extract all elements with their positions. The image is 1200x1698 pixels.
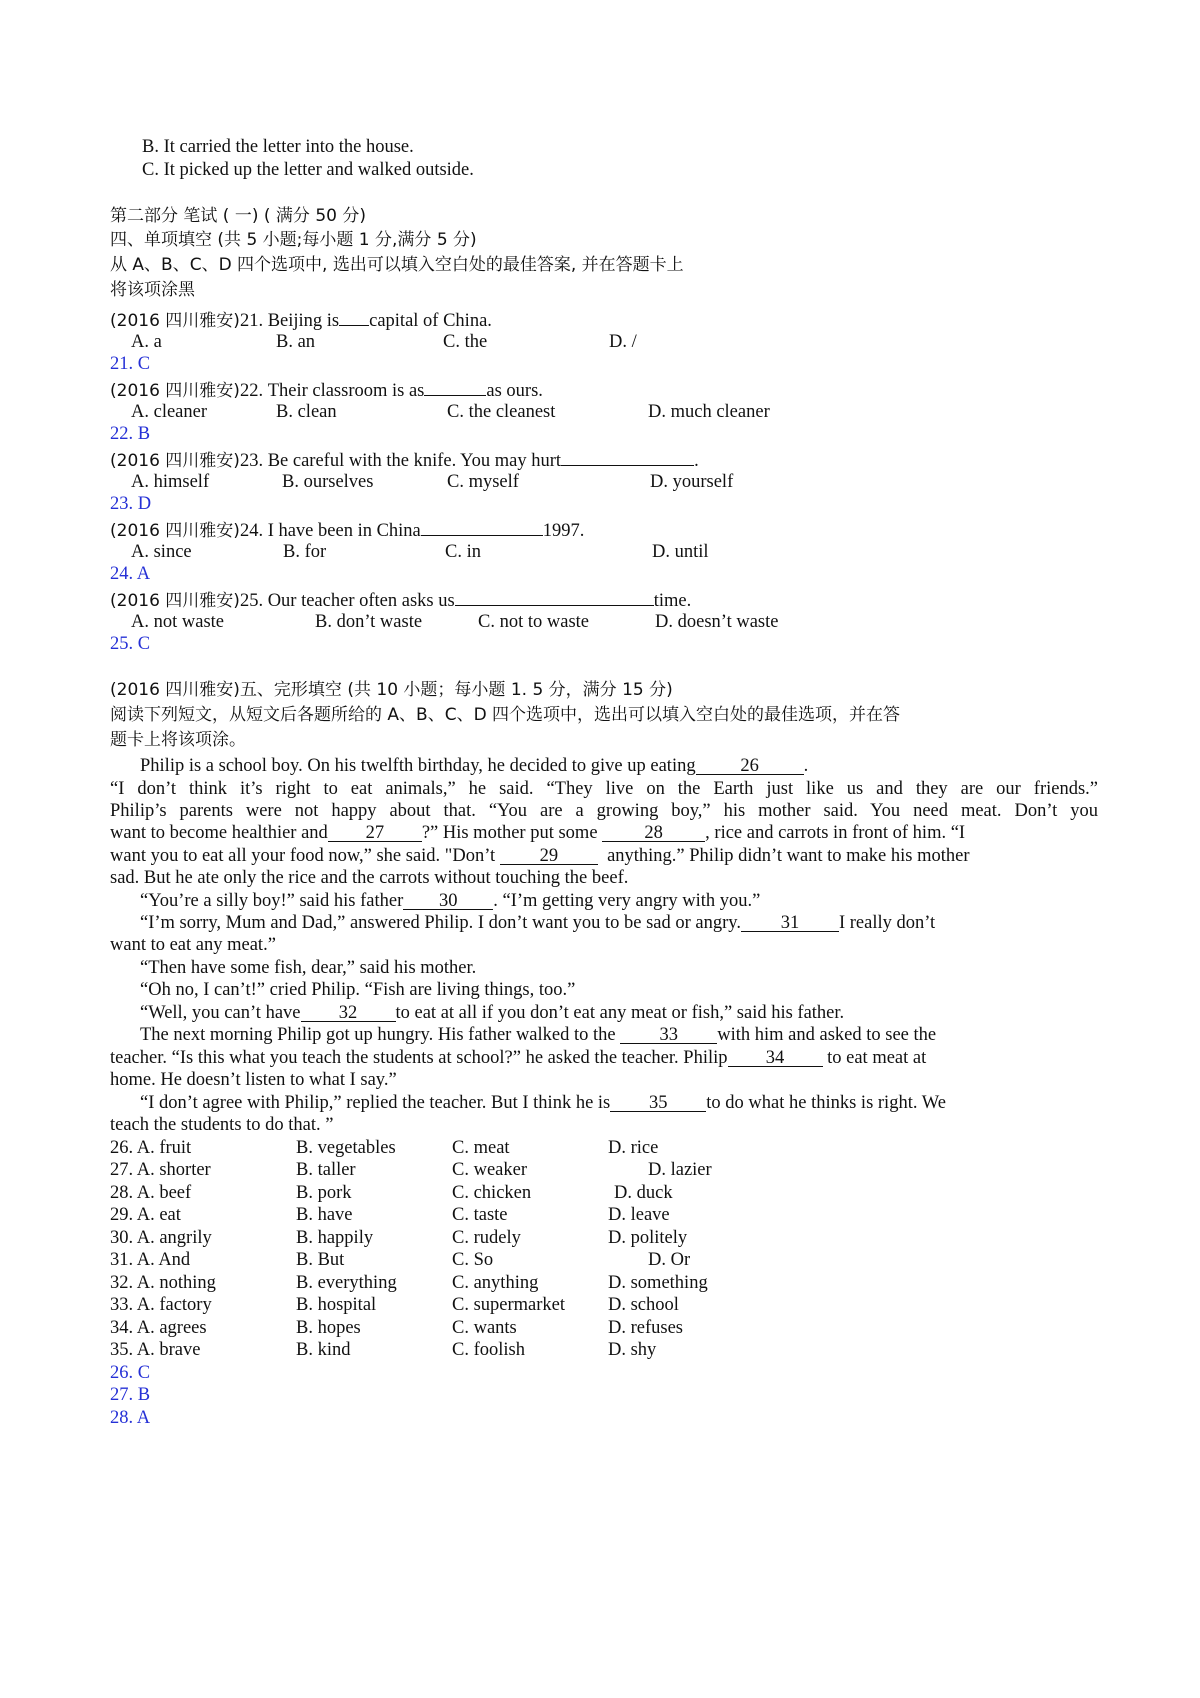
cloze-options-33 <box>110 1293 1098 1317</box>
option-b: B. have <box>296 1205 353 1225</box>
blank-33: 33 <box>620 1024 717 1044</box>
option-c: C. the <box>443 332 488 352</box>
option-c: C. supermarket <box>452 1295 566 1315</box>
prev-option-b: B. It carried the letter into the house. <box>142 137 414 157</box>
question-stem: 23. Be careful with the knife. You may hurt <box>239 451 562 471</box>
option-b: B. hospital <box>296 1295 377 1315</box>
question-stem-end: as ours. <box>486 381 543 401</box>
passage-text: want to become healthier and <box>110 823 328 843</box>
passage-text: want you to eat all your food now,” she said. "Don’t <box>110 846 496 866</box>
passage-line: home. He doesn’t listen to what I say.” <box>110 1070 397 1090</box>
passage-text: to eat at all if you don’t eat any meat or fish,” said his father. <box>395 1003 845 1023</box>
option-a: 31. A. And <box>110 1250 191 1270</box>
section4-title: 四、单项填空 (共 5 小题;每小题 1 分,满分 5 分) <box>110 230 477 250</box>
option-a: A. cleaner <box>131 402 208 422</box>
passage-text: ?” His mother put some <box>421 823 598 843</box>
option-c: C. weaker <box>452 1160 527 1180</box>
option-d: D. doesn’t waste <box>655 612 779 632</box>
blank-34: 34 <box>728 1047 823 1067</box>
option-b: B. pork <box>296 1183 352 1203</box>
question-25 <box>110 586 1098 610</box>
question-stem: 22. Their classroom is as <box>239 381 425 401</box>
prev-option-c: C. It picked up the letter and walked outside. <box>142 160 474 180</box>
cloze-options-28 <box>110 1181 1098 1205</box>
answer-21: 21. C <box>110 354 151 374</box>
answer-23: 23. D <box>110 494 152 514</box>
cloze-options-30 <box>110 1226 1098 1250</box>
option-b: B. taller <box>296 1160 356 1180</box>
passage-line: want to eat any meat.” <box>110 935 276 955</box>
passage-text: The next morning Philip got up hungry. His father walked to the <box>140 1025 616 1045</box>
option-b: B. happily <box>296 1228 374 1248</box>
answer-25: 25. C <box>110 634 151 654</box>
answer-blank <box>421 516 543 536</box>
cloze-options-29 <box>110 1203 1098 1227</box>
question-stem: 24. I have been in China <box>239 521 421 541</box>
option-c: C. foolish <box>452 1340 525 1360</box>
option-a: 35. A. brave <box>110 1340 201 1360</box>
section5-source: (2016 四川雅安) <box>110 680 240 700</box>
option-c: C. in <box>445 542 481 562</box>
passage-line: “Then have some fish, dear,” said his mother. <box>140 958 477 978</box>
option-a: 26. A. fruit <box>110 1138 192 1158</box>
section4-instruction: 从 A、B、C、D 四个选项中, 选出可以填入空白处的最佳答案, 并在答题卡上 <box>110 255 684 275</box>
passage-line <box>110 821 1098 845</box>
question-stem-end: . <box>694 451 699 471</box>
passage-line <box>140 889 1098 913</box>
option-d: D. refuses <box>608 1318 684 1338</box>
question-stem-end: capital of China. <box>369 311 492 331</box>
option-b: B. ourselves <box>282 472 374 492</box>
passage-text: to eat meat at <box>827 1048 927 1068</box>
question-23 <box>110 446 1098 470</box>
option-a: A. a <box>131 332 162 352</box>
question-24 <box>110 516 1098 540</box>
options-21 <box>110 330 1098 354</box>
option-c: C. taste <box>452 1205 508 1225</box>
option-d: D. lazier <box>648 1160 712 1180</box>
option-d: D. yourself <box>650 472 734 492</box>
question-stem-end: time. <box>653 591 692 611</box>
passage-text: Philip is a school boy. On his twelfth birthday, he decided to give up eating <box>140 756 696 776</box>
passage-text: “You’re a silly boy!” said his father <box>140 891 404 911</box>
option-a: 28. A. beef <box>110 1183 192 1203</box>
question-source: (2016 四川雅安) <box>110 591 240 611</box>
cloze-options-27 <box>110 1158 1098 1182</box>
passage-line <box>140 1023 1098 1047</box>
option-c: C. meat <box>452 1138 510 1158</box>
passage-line <box>140 1001 1098 1025</box>
option-d: D. politely <box>608 1228 688 1248</box>
passage-text: to do what he thinks is right. We <box>706 1093 946 1113</box>
option-b: B. kind <box>296 1340 351 1360</box>
cloze-options-31 <box>110 1248 1098 1272</box>
option-a: A. himself <box>131 472 210 492</box>
option-d: D. something <box>608 1273 708 1293</box>
option-a: 34. A. agrees <box>110 1318 207 1338</box>
option-a: 30. A. angrily <box>110 1228 212 1248</box>
cloze-options-26 <box>110 1136 1098 1160</box>
passage-line: Philip’s parents were not happy about that. “You are a growing boy,” his mother said. You need meat. Don’t you <box>110 801 1098 821</box>
cloze-options-35 <box>110 1338 1098 1362</box>
answer-26: 26. C <box>110 1363 151 1383</box>
question-stem: 21. Beijing is <box>239 311 340 331</box>
option-d: D. shy <box>608 1340 657 1360</box>
passage-line <box>110 1046 1098 1070</box>
option-c: C. So <box>452 1250 494 1270</box>
section5-title <box>110 678 1098 702</box>
section5-instruction-cont: 题卡上将该项涂。 <box>110 730 246 750</box>
option-b: B. an <box>276 332 316 352</box>
blank-35: 35 <box>610 1092 706 1112</box>
passage-line: “I don’t think it’s right to eat animals,” he said. “They live on the Earth just like us and they are our friends.” <box>110 779 1098 799</box>
option-d: D. duck <box>614 1183 673 1203</box>
blank-32: 32 <box>301 1002 396 1022</box>
option-d: D. rice <box>608 1138 659 1158</box>
section5-instruction: 阅读下列短文，从短文后各题所给的 A、B、C、D 四个选项中，选出可以填入空白处的最佳选项，并在答 <box>110 705 901 725</box>
blank-31: 31 <box>741 912 839 932</box>
answer-blank <box>455 586 654 606</box>
blank-28: 28 <box>602 822 705 842</box>
option-d: D. Or <box>648 1250 691 1270</box>
option-c: C. chicken <box>452 1183 532 1203</box>
passage-text: “Well, you can’t have <box>140 1003 301 1023</box>
answer-28: 28. A <box>110 1408 151 1428</box>
part2-title: 第二部分 笔试 ( 一) ( 满分 50 分) <box>110 206 366 226</box>
cloze-options-32 <box>110 1271 1098 1295</box>
blank-27: 27 <box>328 822 422 842</box>
passage-text: “I don’t agree with Philip,” replied the teacher. But I think he is <box>140 1093 611 1113</box>
answer-27: 27. B <box>110 1385 151 1405</box>
option-d: D. leave <box>608 1205 670 1225</box>
passage-text: . <box>803 756 809 776</box>
option-b: B. don’t waste <box>315 612 423 632</box>
passage-text: with him and asked to see the <box>717 1025 937 1045</box>
question-source: (2016 四川雅安) <box>110 311 240 331</box>
blank-29: 29 <box>500 845 598 865</box>
section5-heading: 五、完形填空 (共 10 小题；每小题 1. 5 分，满分 15 分) <box>239 680 673 700</box>
blank-26: 26 <box>696 755 804 775</box>
question-source: (2016 四川雅安) <box>110 451 240 471</box>
option-c: C. not to waste <box>478 612 589 632</box>
answer-blank <box>561 446 694 466</box>
passage-line: sad. But he ate only the rice and the carrots without touching the beef. <box>110 868 629 888</box>
blank-30: 30 <box>403 890 493 910</box>
cloze-options-34 <box>110 1316 1098 1340</box>
passage-text: anything.” Philip didn’t want to make his mother <box>607 846 970 866</box>
option-c: C. rudely <box>452 1228 521 1248</box>
option-b: B. everything <box>296 1273 397 1293</box>
passage-line: teach the students to do that. ” <box>110 1115 334 1135</box>
option-b: B. vegetables <box>296 1138 396 1158</box>
option-d: D. much cleaner <box>648 402 770 422</box>
passage-line <box>140 754 1098 778</box>
question-22 <box>110 376 1098 400</box>
option-a: A. since <box>131 542 192 562</box>
answer-blank <box>424 376 486 396</box>
option-c: C. wants <box>452 1318 517 1338</box>
passage-text: teacher. “Is this what you teach the students at school?” he asked the teacher. Philip <box>110 1048 728 1068</box>
answer-blank <box>339 306 369 326</box>
passage-text: I really don’t <box>838 913 936 933</box>
question-21 <box>110 306 1098 330</box>
section4-instruction-cont: 将该项涂黑 <box>110 280 195 300</box>
option-a: 33. A. factory <box>110 1295 212 1315</box>
option-a: A. not waste <box>131 612 224 632</box>
answer-24: 24. A <box>110 564 151 584</box>
passage-text: , rice and carrots in front of him. “I <box>705 823 966 843</box>
option-d: D. / <box>609 332 637 352</box>
question-source: (2016 四川雅安) <box>110 381 240 401</box>
option-a: 27. A. shorter <box>110 1160 211 1180</box>
passage-line <box>140 1091 1098 1115</box>
options-22 <box>110 400 1098 424</box>
passage-line <box>110 844 1098 868</box>
option-b: B. But <box>296 1250 345 1270</box>
option-d: D. until <box>652 542 709 562</box>
option-a: 32. A. nothing <box>110 1273 216 1293</box>
option-d: D. school <box>608 1295 679 1315</box>
options-25 <box>110 610 1098 634</box>
question-source: (2016 四川雅安) <box>110 521 240 541</box>
option-c: C. myself <box>447 472 519 492</box>
passage-text: . “I’m getting very angry with you.” <box>493 891 761 911</box>
option-b: B. clean <box>276 402 337 422</box>
passage-text: “I’m sorry, Mum and Dad,” answered Philip. I don’t want you to be sad or angry. <box>140 913 741 933</box>
options-23 <box>110 470 1098 494</box>
options-24 <box>110 540 1098 564</box>
question-stem-end: 1997. <box>542 521 585 541</box>
answer-22: 22. B <box>110 424 151 444</box>
passage-line <box>140 911 1098 935</box>
question-stem: 25. Our teacher often asks us <box>239 591 455 611</box>
option-b: B. hopes <box>296 1318 361 1338</box>
option-a: 29. A. eat <box>110 1205 181 1225</box>
passage-line: “Oh no, I can’t!” cried Philip. “Fish are living things, too.” <box>140 980 576 1000</box>
option-b: B. for <box>283 542 327 562</box>
option-c: C. anything <box>452 1273 539 1293</box>
option-c: C. the cleanest <box>447 402 556 422</box>
